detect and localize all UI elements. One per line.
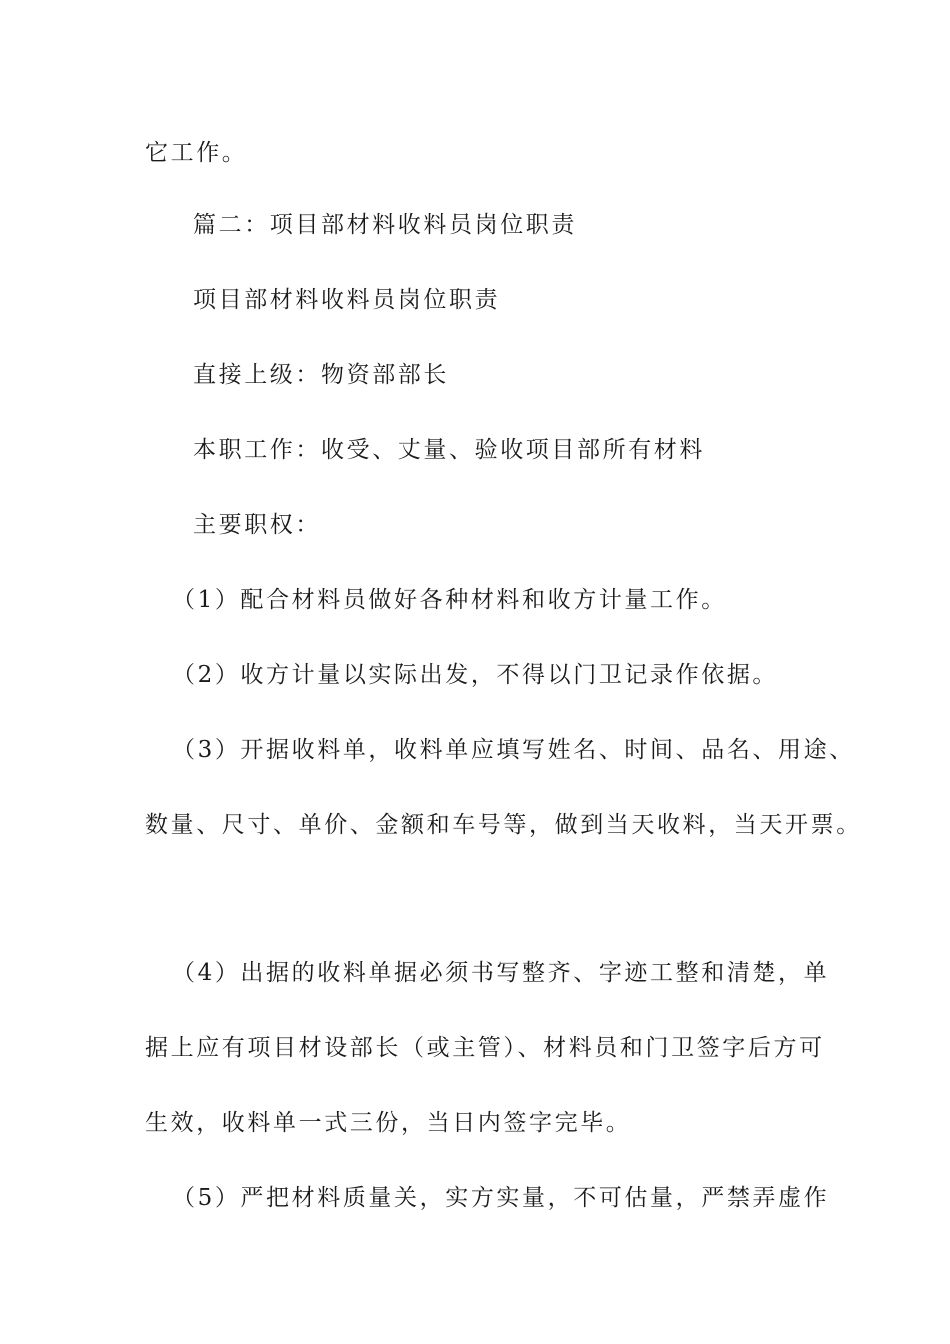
section-heading: 篇二：项目部材料收料员岗位职责 [193,212,577,238]
text-line-continuation: 它工作。 [145,140,248,166]
main-authority-heading: 主要职权： [193,512,321,538]
item-4-line-1: （4）出据的收料单据必须书写整齐、字迹工整和清楚，单 [172,960,830,986]
item-4-line-2: 据上应有项目材设部长（或主管）、材料员和门卫签字后方可 [145,1035,825,1061]
item-4-line-3: 生效，收料单一式三份，当日内签字完毕。 [145,1110,632,1136]
item-5-line-1: （5）严把材料质量关，实方实量，不可估量，严禁弄虚作 [172,1185,830,1211]
item-2: （2）收方计量以实际出发，不得以门卫记录作依据。 [172,662,779,688]
main-duty: 本职工作：收受、丈量、验收项目部所有材料 [193,437,705,463]
item-3-line-1: （3）开据收料单，收料单应填写姓名、时间、品名、用途、 [172,737,855,763]
direct-superior: 直接上级：物资部部长 [193,362,449,388]
document-title: 项目部材料收料员岗位职责 [193,287,501,313]
item-3-line-2: 数量、尺寸、单价、金额和车号等，做到当天收料，当天开票。 [145,812,862,838]
item-1: （1）配合材料员做好各种材料和收方计量工作。 [172,587,727,613]
